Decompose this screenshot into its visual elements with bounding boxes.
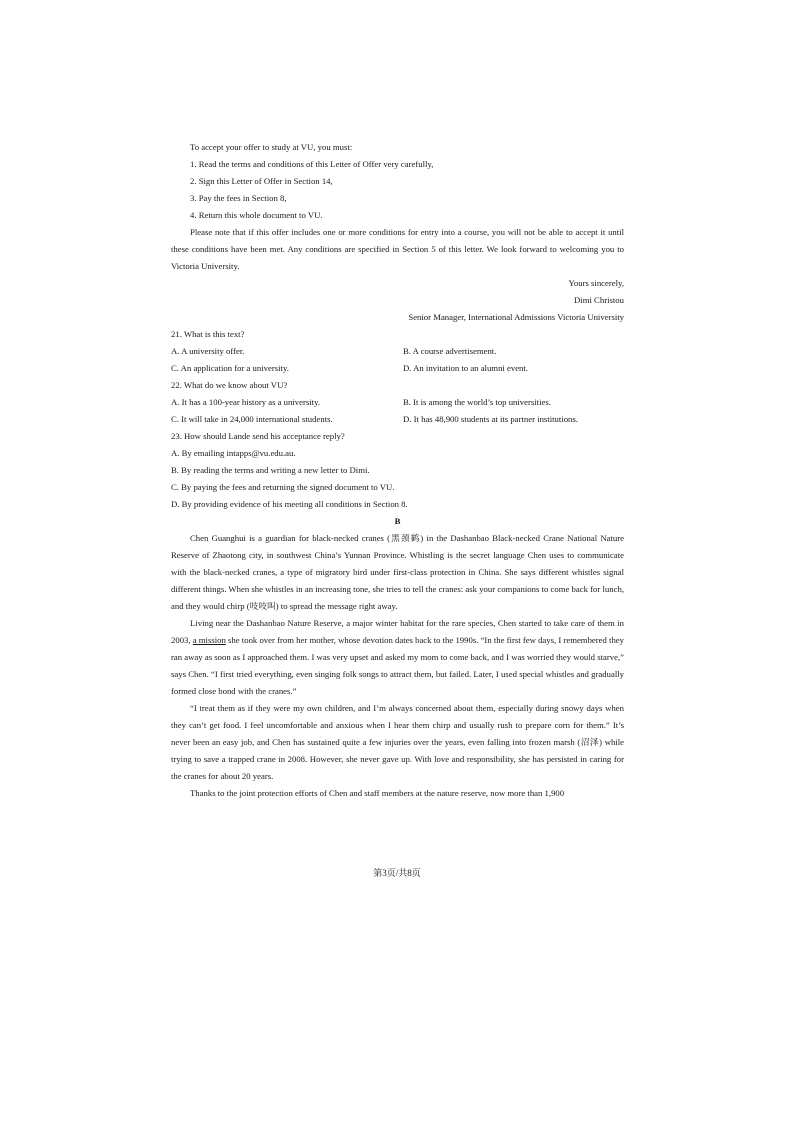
passage-paragraph: “I treat them as if they were my own children, and I’m always concerned about them, especially during snowy days when they can’t get food. I feel uncomfortable and anxious when I hear them chirp and usually rush to prepare corn for them.” It’s never been an easy job, and Chen has sustained quite a few injuries over the years, even falling into frozen marsh (沼泽) while trying to save a trapped crane in 2008. However, she never gave up. With love and responsibility, she has persisted in caring for the cranes for about 20 years. [171,703,624,781]
section-heading: B [394,516,401,526]
option-b: B. A course advertisement. [403,346,497,356]
letter-intro: To accept your offer to study at VU, you must: [190,142,353,152]
option-d: D. It has 48,900 students at its partner institutions. [403,414,578,424]
option-b: B. By reading the terms and writing a new letter to Dimi. [171,465,370,475]
option-c: C. An application for a university. [171,363,289,373]
option-row [171,411,624,428]
paragraph-text: Living near the Dashanbao Nature Reserve, a major winter habitat for the rare species, Chen started to take care of them in 2003, [171,618,624,645]
option-a: A. It has a 100-year history as a university. [171,397,321,407]
letter-signer: Dimi Christou [574,295,624,305]
option-b: B. It is among the world’s top universities. [403,397,551,407]
option-a: A. By emailing intapps@vu.edu.au. [171,448,296,458]
option-d: D. An invitation to an alumni event. [403,363,528,373]
option-d: D. By providing evidence of his meeting all conditions in Section 8. [171,499,408,509]
option-row [171,343,624,360]
page-content [171,139,624,802]
letter-step: 2. Sign this Letter of Offer in Section 14, [190,176,333,186]
question-stem: 21. What is this text? [171,329,245,339]
option-c: C. It will take in 24,000 international students. [171,414,333,424]
letter-step: 4. Return this whole document to VU. [190,210,323,220]
passage-paragraph: Thanks to the joint protection efforts of Chen and staff members at the nature reserve, now more than 1,900 [190,788,565,798]
passage-paragraph [171,615,624,700]
paragraph-text: she took over from her mother, whose devotion dates back to the 1990s. “In the first few days, I remembered they ran away as soon as I approached them. I was very upset and asked my mom to come back, and I was worried they would starve,” says Chen. “I first tried everything, even singing folk songs to attract them, but failed. Later, I used special whistles and gradually formed close bond with the cranes.” [171,635,625,696]
option-row [171,394,624,411]
letter-step: 1. Read the terms and conditions of this Letter of Offer very carefully, [190,159,434,169]
option-row [171,360,624,377]
underlined-phrase: a mission [192,635,226,645]
letter-step: 3. Pay the fees in Section 8, [190,193,287,203]
passage-paragraph: Chen Guanghui is a guardian for black-necked cranes (黑颈鹤) in the Dashanbao Black-necked Crane National Nature Reserve of Zhaotong city, in southwest China’s Yunnan Province. Whistling is the secret language Chen uses to communicate with the black-necked cranes, a type of migratory bird under first-class protection in China. She says different whistles signal different things. When she whistles in an increasing tone, she tries to tell the cranes: ask your companions to come back for lunch, and they would chirp (吱吱叫) to spread the message right away. [171,533,624,611]
option-a: A. A university offer. [171,346,245,356]
page-number: 第3页/共8页 [373,868,421,878]
letter-closing: Yours sincerely, [568,278,624,288]
question-stem: 23. How should Lande send his acceptance reply? [171,431,345,441]
letter-notice: Please note that if this offer includes one or more conditions for entry into a course, you will not be able to accept it until these conditions have been met. Any conditions are specified in Section 5 of this letter. We look forward to welcoming you to Victoria University. [171,227,624,271]
letter-signer-title: Senior Manager, International Admissions Victoria University [408,312,624,322]
question-stem: 22. What do we know about VU? [171,380,288,390]
option-c: C. By paying the fees and returning the signed document to VU. [171,482,395,492]
